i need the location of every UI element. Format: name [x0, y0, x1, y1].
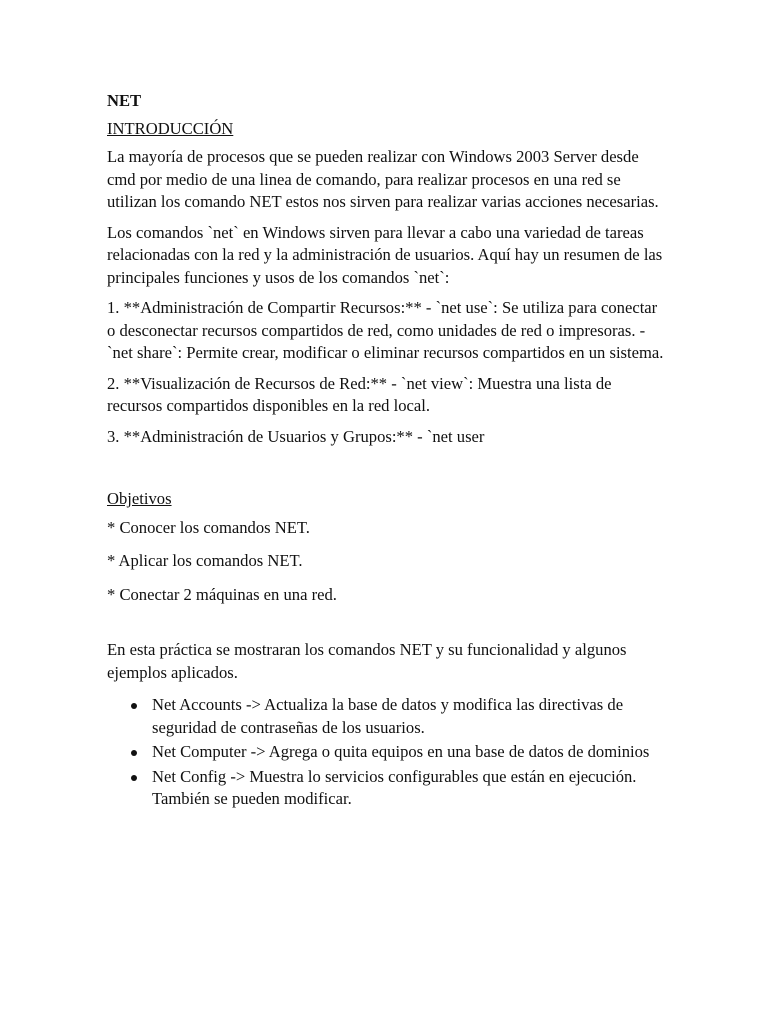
practice-paragraph: En esta práctica se mostraran los comandos NET y su funcionalidad y algunos ejemplos aplicados. — [107, 640, 627, 682]
objective-item: * Conectar 2 máquinas en una red. — [107, 584, 337, 604]
paragraph-net-summary: Los comandos `net` en Windows sirven para llevar a cabo una variedad de tareas relacionadas con la red y la administración de usuarios. Aquí hay un resumen de las principales funciones y usos de los comandos `net`: — [107, 222, 663, 287]
spacer — [107, 617, 667, 639]
spacer — [107, 456, 667, 488]
paragraph-intro: La mayoría de procesos que se pueden realizar con Windows 2003 Server desde cmd por medio de una linea de comando, para realizar procesos en una red se utilizan los comando NET estos nos sirven para realizar varias acciones necesarias. — [107, 147, 659, 211]
list-item-text: Net Accounts -> Actualiza la base de datos y modifica las directivas de seguridad de contraseñas de los usuarios. — [152, 695, 624, 737]
list-item-text: Net Computer -> Agrega o quita equipos en una base de datos de dominios — [152, 742, 650, 761]
paragraph-item-3: 3. **Administración de Usuarios y Grupos:** - `net user — [107, 426, 485, 446]
bullet-icon — [131, 750, 137, 756]
list-item — [107, 694, 667, 739]
paragraph-item-1: 1. **Administración de Compartir Recursos:** - `net use`: Se utiliza para conectar o desconectar recursos compartidos de red, como unidades de red o impresoras. - `net share`: Permite crear, modificar o eliminar recursos compartidos en un sistema. — [107, 298, 664, 362]
objective-item: * Aplicar los comandos NET. — [107, 551, 303, 570]
bullet-icon — [131, 775, 137, 781]
command-list — [107, 694, 667, 811]
document-title: NET — [107, 91, 142, 110]
document-page — [107, 90, 667, 813]
objective-item: * Conocer los comandos NET. — [107, 517, 310, 537]
list-item-text: Net Config -> Muestra lo servicios configurables que están en ejecución. También se pueden modificar. — [152, 766, 637, 808]
objectives-heading: Objetivos — [107, 489, 172, 508]
list-item — [107, 741, 667, 764]
intro-heading: INTRODUCCIÓN — [107, 118, 234, 138]
bullet-icon — [131, 703, 137, 709]
paragraph-item-2: 2. **Visualización de Recursos de Red:** - `net view`: Muestra una lista de recursos compartidos disponibles en la red local. — [107, 373, 612, 415]
list-item — [107, 766, 667, 811]
